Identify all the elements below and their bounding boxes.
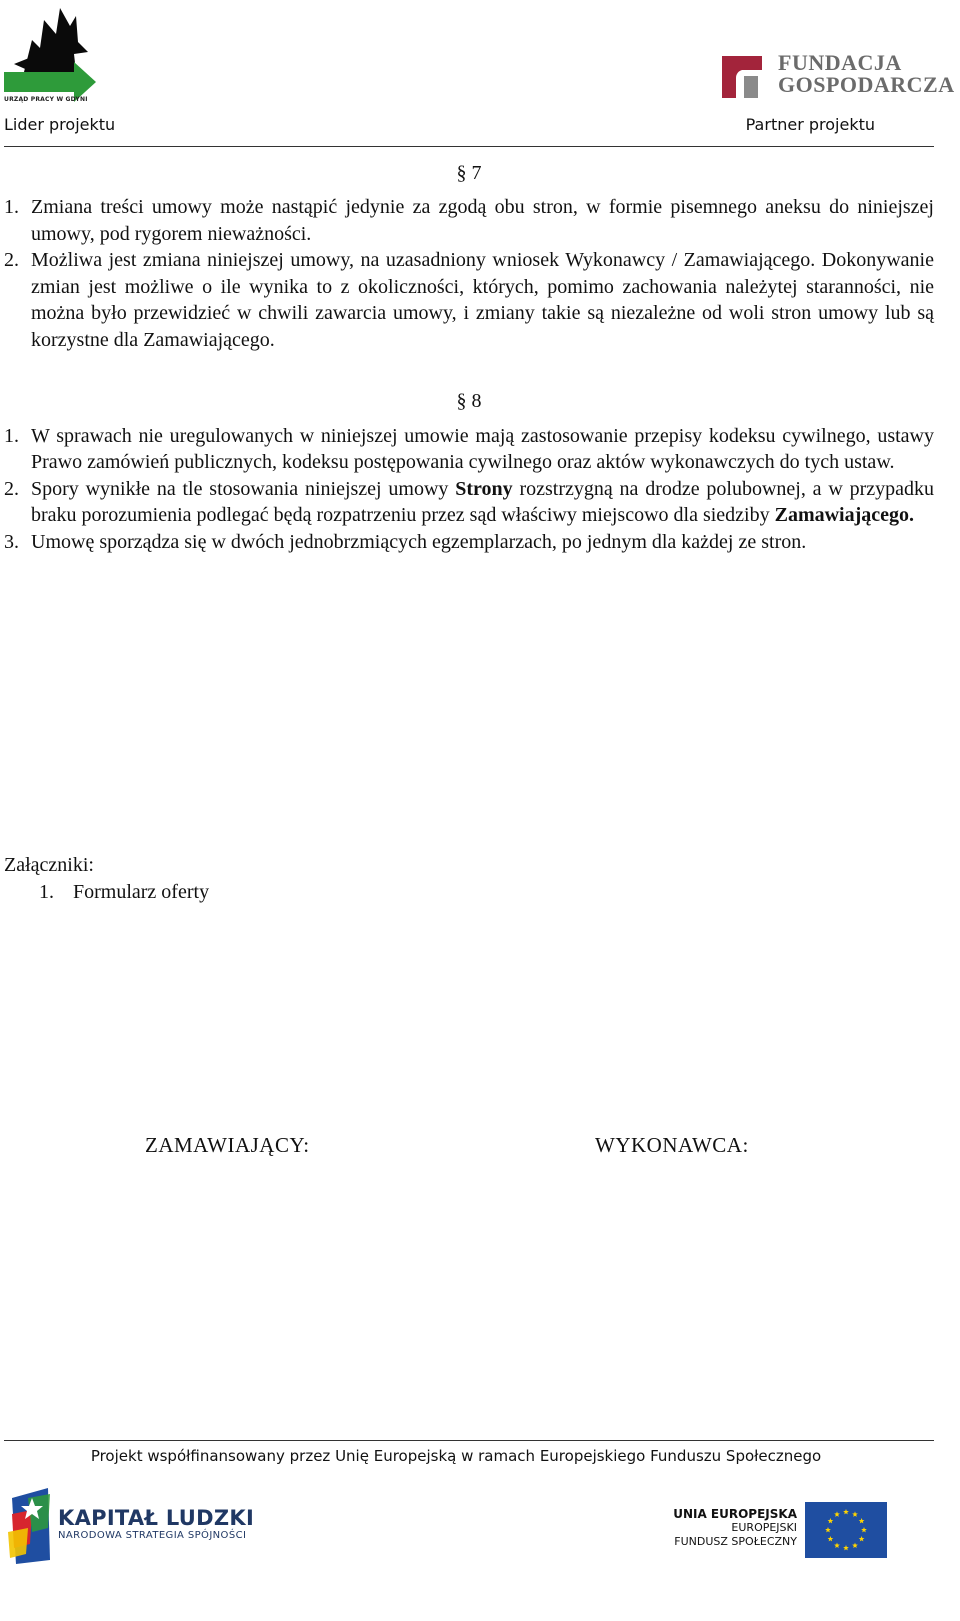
section-7-heading: § 7 <box>456 162 482 184</box>
eu-line-2: EUROPEJSKI <box>731 1521 797 1534</box>
signature-wykonawca: WYKONAWCA: <box>595 1133 749 1157</box>
item-text <box>31 476 934 529</box>
item-text-part: Umowę sporządza się w dwóch jednobrzmiących egzemplarzach, po jednym dla każdej ze stron. <box>31 530 807 553</box>
kapital-ludzki-subtitle: NARODOWA STRATEGIA SPÓJNOŚCI <box>58 1530 247 1541</box>
section-8-item-2 <box>4 476 934 529</box>
fundacja-wordmark-line2: GOSPODARCZA <box>778 72 955 97</box>
item-number: 2. <box>4 249 19 272</box>
section-7-item-1 <box>4 194 934 247</box>
kapital-ludzki-title: KAPITAŁ LUDZKI <box>58 1506 255 1530</box>
item-text <box>31 194 934 247</box>
attachments-block <box>4 852 209 906</box>
item-text-bold-zamawiajacego: Zamawiającego. <box>774 504 915 527</box>
document-body <box>4 158 934 556</box>
section-7-item-2 <box>4 247 934 353</box>
kapital-ludzki-logo-icon <box>8 1484 54 1564</box>
lider-projektu-label: Lider projektu <box>4 115 116 134</box>
section-8-item-1 <box>4 423 934 476</box>
section-8-item-3 <box>4 529 934 556</box>
item-text <box>31 423 934 476</box>
attachment-number: 1. <box>39 881 54 903</box>
item-text-part: Spory wynikłe na tle stosowania niniejszej umowy <box>31 477 456 500</box>
urzad-pracy-caption: URZĄD PRACY W GDYNI <box>4 96 88 103</box>
eu-fund-text <box>673 1507 797 1549</box>
item-text-part: rozstrzygną na drodze polubownej, a w przypadku braku porozumienia podlegać będą rozpatrzeniu przez sąd właściwy miejscowo dla siedziby <box>31 477 935 527</box>
header-divider <box>4 146 934 147</box>
item-number: 1. <box>4 196 19 218</box>
section-8-heading: § 8 <box>456 389 482 412</box>
item-text-part: Zmiana treści umowy może nastąpić jedynie za zgodą obu stron, w formie pisemnego aneksu do niniejszej umowy, pod rygorem nieważności. <box>31 196 934 245</box>
attachments-label: Załączniki: <box>4 854 94 876</box>
eu-flag-icon <box>805 1502 887 1558</box>
item-text-part: Możliwa jest zmiana niniejszej umowy, na uzasadniony wniosek Wykonawcy / Zamawiającego. Dokonywanie zmian jest możliwe o ile wynika to z okoliczności, których, pomimo zachowania należytej staranności, nie można było przewidzieć w chwili zawarcia umowy, i zmiany takie są niezależne od woli stron umowy lub są korzystne dla Zamawiającego. <box>31 249 934 351</box>
fundacja-wordmark-line1: FUNDACJA <box>778 50 902 75</box>
fundacja-gospodarcza-wordmark <box>778 52 955 96</box>
item-text <box>31 529 934 556</box>
eu-line-1: UNIA EUROPEJSKA <box>673 1507 797 1521</box>
signature-zamawiajacy: ZAMAWIAJĄCY: <box>145 1133 310 1157</box>
item-text-bold-strony: Strony <box>455 477 513 500</box>
item-number: 3. <box>4 530 19 553</box>
footer-cofinancing-text: Projekt współfinansowany przez Unię Europejską w ramach Europejskiego Funduszu Społecznego <box>90 1447 822 1465</box>
footer-divider <box>4 1440 934 1441</box>
item-text <box>31 247 934 353</box>
attachment-text: Formularz oferty <box>73 881 210 903</box>
attachment-item <box>4 879 209 906</box>
partner-projektu-label: Partner projektu <box>745 115 875 134</box>
eu-line-3: FUNDUSZ SPOŁECZNY <box>674 1535 797 1548</box>
item-text-part: W sprawach nie uregulowanych w niniejszej umowie mają zastosowanie przepisy kodeksu cywilnego, ustawy Prawo zamówień publicznych, kodeksu postępowania cywilnego oraz aktów wykonawczych do tych ustaw. <box>31 424 934 474</box>
item-number: 1. <box>4 424 19 447</box>
item-number: 2. <box>4 477 19 500</box>
fundacja-gospodarcza-logo-icon <box>722 56 762 98</box>
urzad-pracy-logo-icon <box>4 2 100 106</box>
